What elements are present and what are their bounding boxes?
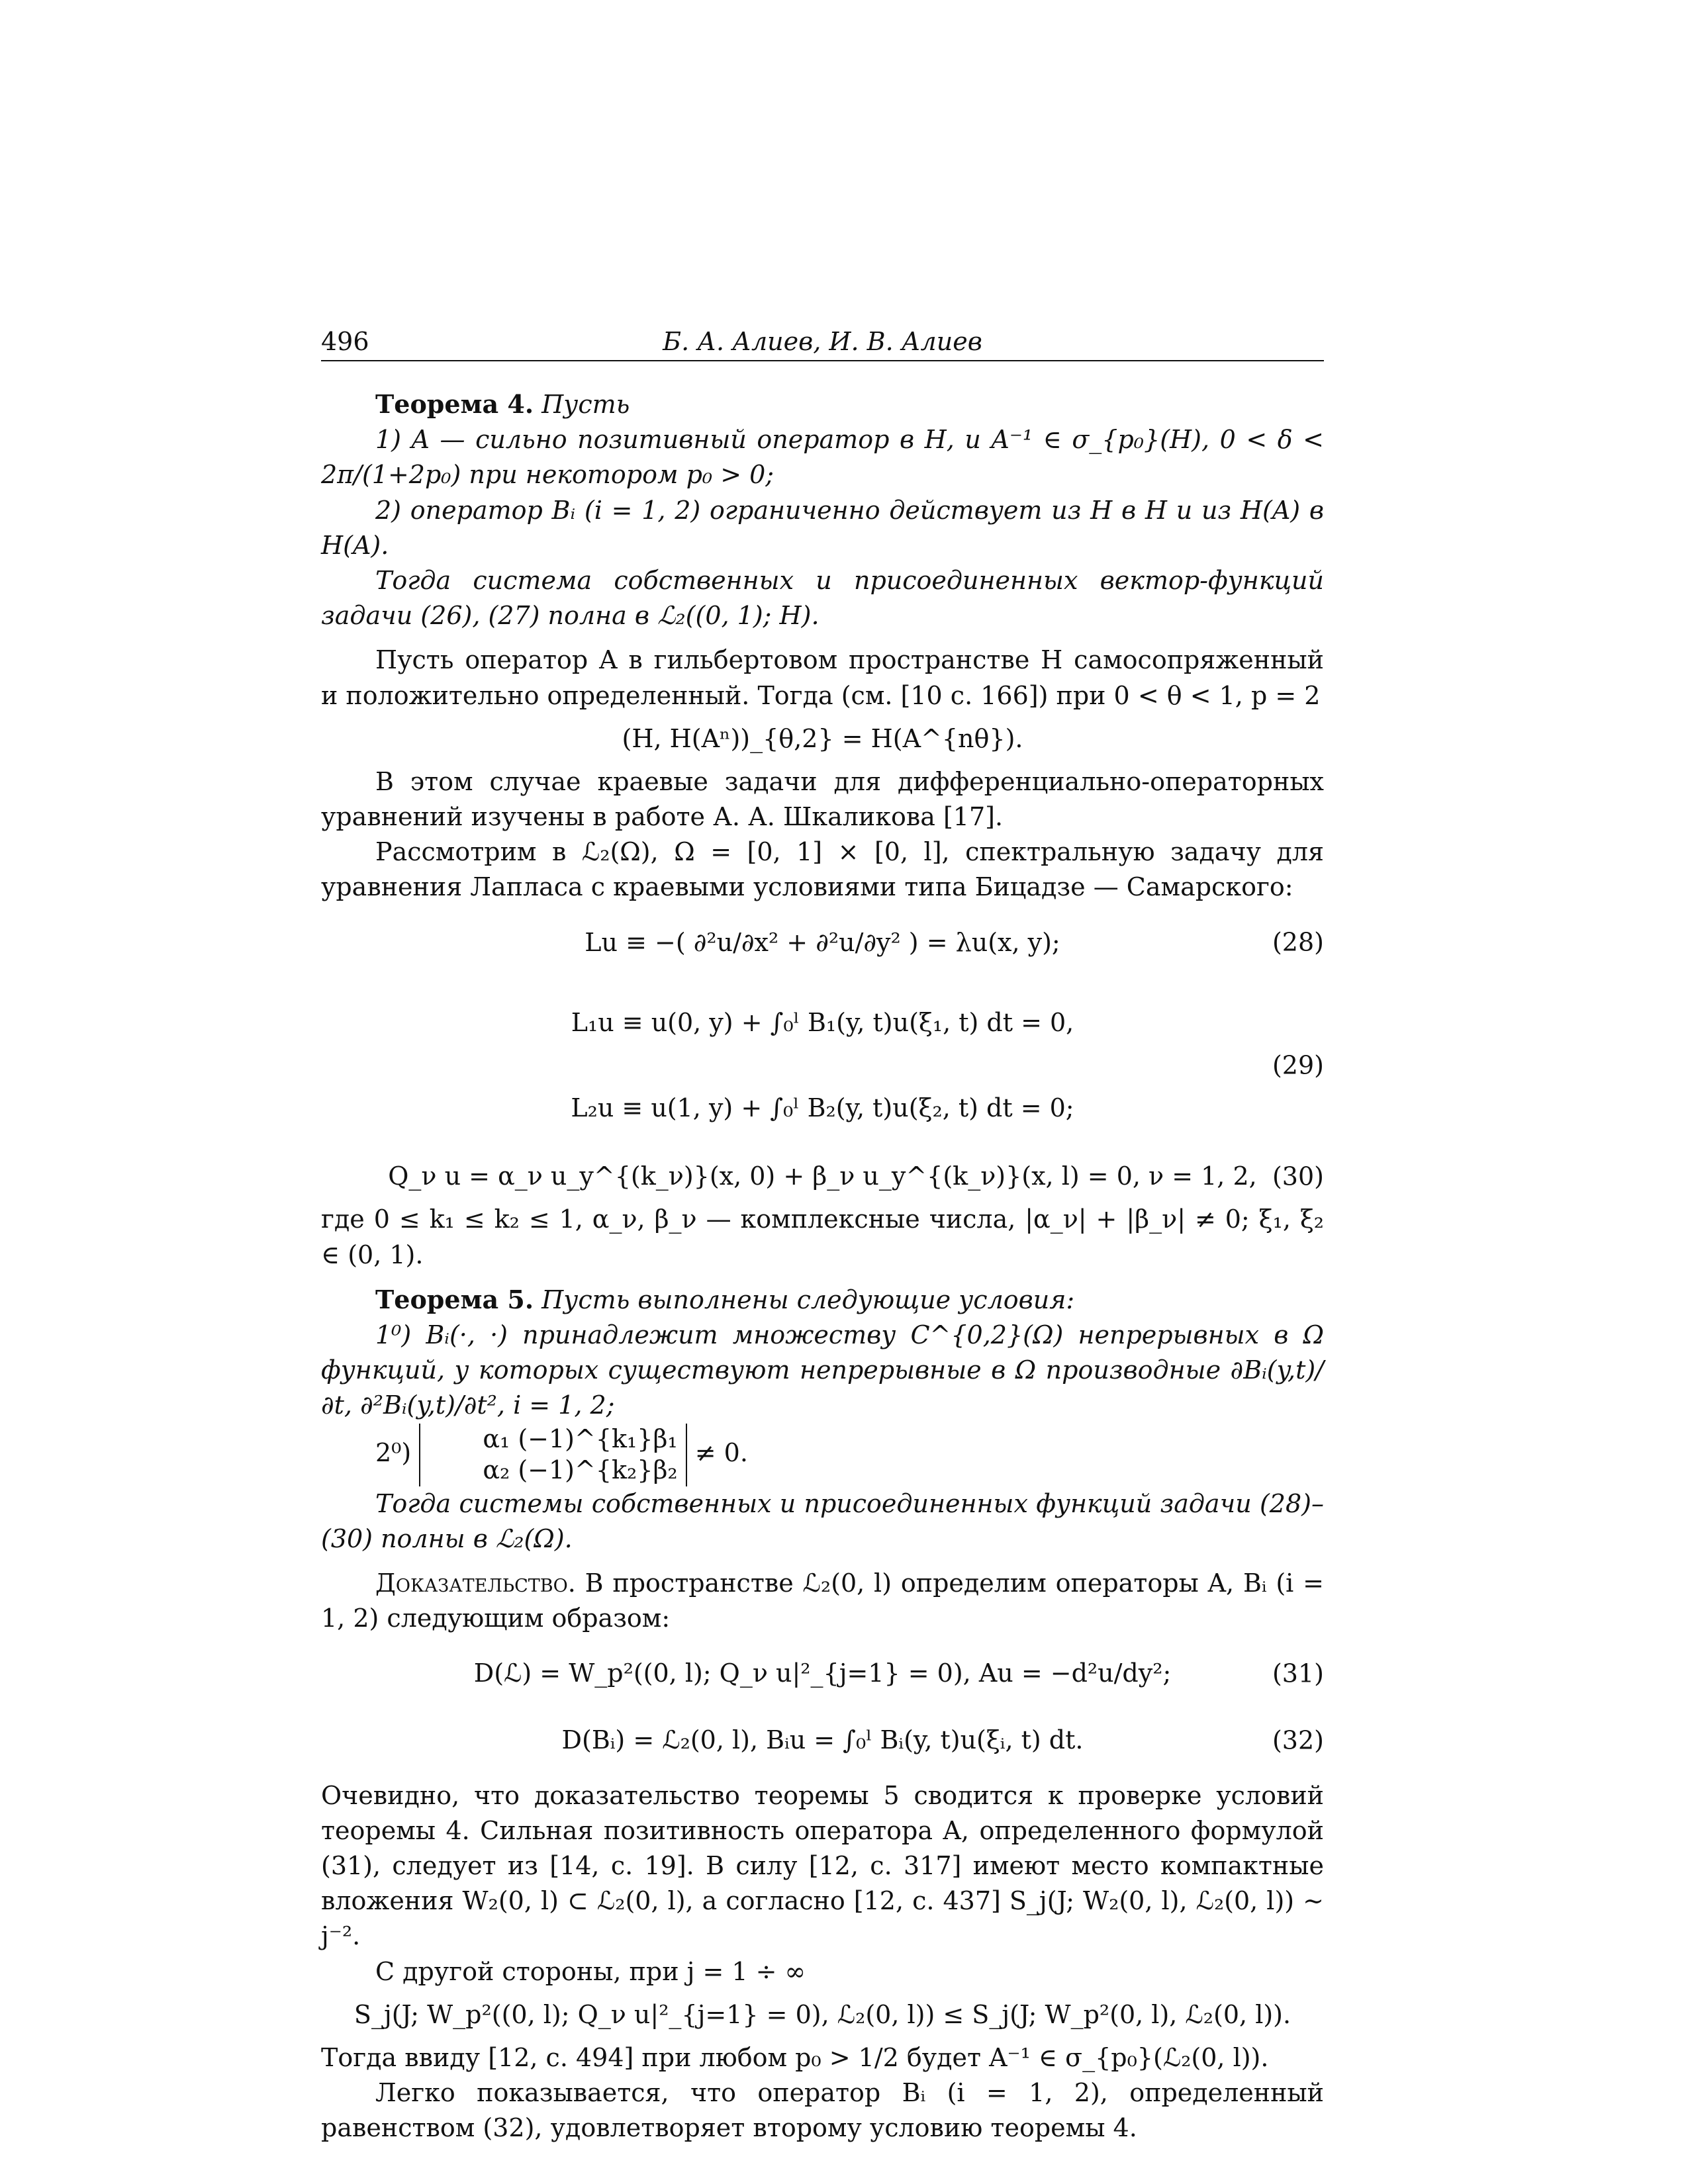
theorem-5-conclusion: Тогда системы собственных и присоединенных функций задачи (28)–(30) полны в ℒ₂(Ω). [321, 1488, 1324, 1553]
paragraph-where: где 0 ≤ k₁ ≤ k₂ ≤ 1, α_ν, β_ν — комплексные числа, |α_ν| + |β_ν| ≠ 0; ξ₁, ξ₂ ∈ (0, 1). [321, 1205, 1324, 1269]
equation-29 [321, 980, 1324, 1151]
determinant-row-2: α₂ (−1)^{k₂}β₂ [483, 1455, 678, 1484]
paragraph-proof-reduction: Очевидно, что доказательство теоремы 5 сводится к проверке условий теоремы 4. Сильная позитивность оператора A, определенного формулой (31), следует из [14, с. 19]. В силу [12, с. 317] имеют место компактные вложения W₂(0, l) ⊂ ℒ₂(0, l), а согласно [12, с. 437] S_j(J; W₂(0, l), ℒ₂(0, l)) ∼ j⁻². [321, 1780, 1324, 1951]
page-number: 496 [321, 327, 369, 356]
equation-28 [321, 913, 1324, 972]
paragraph-spectral-problem: Рассмотрим в ℒ₂(Ω), Ω = [0, 1] × [0, l], спектральную задачу для уравнения Лапласа с краевыми условиями типа Бицадзе — Самарского: [321, 837, 1324, 902]
paragraph-shkalikov: В этом случае краевые задачи для дифференциально-операторных уравнений изучены в работе А. А. Шкаликова [17]. [321, 766, 1324, 832]
equation-29-line-2-text: L₂u ≡ u(1, y) + ∫₀ˡ B₂(y, t)u(ξ₂, t) dt = 0; [571, 1093, 1074, 1122]
proof-label: Доказательство. [375, 1568, 576, 1598]
equation-interpolation [321, 721, 1324, 756]
equation-interpolation-text: (H, H(Aⁿ))_{θ,2} = H(A^{nθ}). [622, 723, 1023, 753]
equation-31-number: (31) [1272, 1659, 1324, 1688]
proof-text: В пространстве ℒ₂(0, l) определим операторы A, Bᵢ (i = 1, 2) следующим образом: [321, 1568, 1324, 1633]
theorem-4-intro: Пусть [541, 390, 630, 419]
equation-29-line-2 [321, 1066, 1324, 1151]
theorem-4-condition-1: 1) A — сильно позитивный оператор в H, и A⁻¹ ∈ σ_{p₀}(H), 0 < δ < 2π/(1+2p₀) при некотором p₀ > 0; [321, 425, 1324, 490]
page-body [321, 324, 1324, 2146]
theorem-5-condition-1: 1⁰) Bᵢ(·, ·) принадлежит множеству C^{0,2}(Ω) непрерывных в Ω функций, у которых существуют непрерывные в Ω производные ∂Bᵢ(y,t)/∂t, ∂²Bᵢ(y,t)/∂t², i = 1, 2; [321, 1320, 1324, 1420]
equation-sj-inequality-text: S_j(J; W_p²((0, l); Q_ν u|²_{j=1} = 0), ℒ₂(0, l)) ≤ S_j(J; W_p²(0, l), ℒ₂(0, l)). [353, 1999, 1291, 2029]
equation-30-text: Q_ν u = α_ν u_y^{(k_ν)}(x, 0) + β_ν u_y^{(k_ν)}(x, l) = 0, ν = 1, 2, [388, 1161, 1257, 1191]
proof-paragraph [321, 1566, 1324, 1636]
paragraph-final: Легко показывается, что оператор Bᵢ (i = 1, 2), определенный равенством (32), удовлетворяет второму условию теоремы 4. [321, 2078, 1324, 2143]
equation-sj-inequality [321, 1997, 1324, 2032]
determinant [419, 1424, 686, 1486]
equation-32-text: D(Bᵢ) = ℒ₂(0, l), Bᵢu = ∫₀ˡ Bᵢ(y, t)u(ξᵢ, t) dt. [561, 1725, 1084, 1755]
equation-29-line-1 [321, 980, 1324, 1066]
equation-29-number: (29) [1272, 1050, 1324, 1080]
paragraph-hilbert-space: Пусть оператор A в гильбертовом пространстве H самосопряженный и положительно определенный. Тогда (см. [10 с. 166]) при 0 < θ < 1, p = 2 [321, 645, 1324, 710]
theorem-4-title: Теорема 4. [375, 389, 534, 419]
equation-32-number: (32) [1272, 1725, 1324, 1755]
paragraph-p0: Тогда ввиду [12, с. 494] при любом p₀ > 1/2 будет A⁻¹ ∈ σ_{p₀}(ℒ₂(0, l)). [321, 2042, 1269, 2072]
equation-30-number: (30) [1272, 1161, 1324, 1191]
theorem-5-condition-2-label: 2⁰) [375, 1437, 412, 1467]
equation-28-number: (28) [1272, 927, 1324, 957]
determinant-row-1: α₁ (−1)^{k₁}β₁ [483, 1424, 678, 1453]
theorem-4-conclusion: Тогда система собственных и присоединенных вектор-функций задачи (26), (27) полна в ℒ₂((0, 1); H). [321, 565, 1324, 631]
theorem-4-condition-2: 2) оператор Bᵢ (i = 1, 2) ограниченно действует из H в H и из H(A) в H(A). [321, 495, 1324, 560]
theorem-5-condition-2 [321, 1424, 1324, 1486]
equation-31 [321, 1644, 1324, 1703]
paragraph-other-side: С другой стороны, при j = 1 ÷ ∞ [375, 1956, 806, 1986]
equation-31-text: D(ℒ) = W_p²((0, l); Q_ν u|²_{j=1} = 0), Au = −d²u/dy²; [473, 1659, 1172, 1688]
theorem-4 [321, 387, 1324, 633]
theorem-5-intro: Пусть выполнены следующие условия: [541, 1285, 1075, 1314]
equation-30 [321, 1159, 1324, 1194]
running-header [321, 324, 1324, 361]
running-title-authors: Б. А. Алиев, И. В. Алиев [663, 327, 982, 356]
theorem-5-condition-2-tail: ≠ 0. [694, 1437, 748, 1467]
equation-32 [321, 1711, 1324, 1770]
theorem-5 [321, 1282, 1324, 1557]
equation-29-line-1-text: L₁u ≡ u(0, y) + ∫₀ˡ B₁(y, t)u(ξ₁, t) dt = 0, [571, 1007, 1074, 1037]
equation-28-text: Lu ≡ −( ∂²u/∂x² + ∂²u/∂y² ) = λu(x, y); [585, 927, 1060, 957]
theorem-5-title: Теорема 5. [375, 1284, 534, 1314]
